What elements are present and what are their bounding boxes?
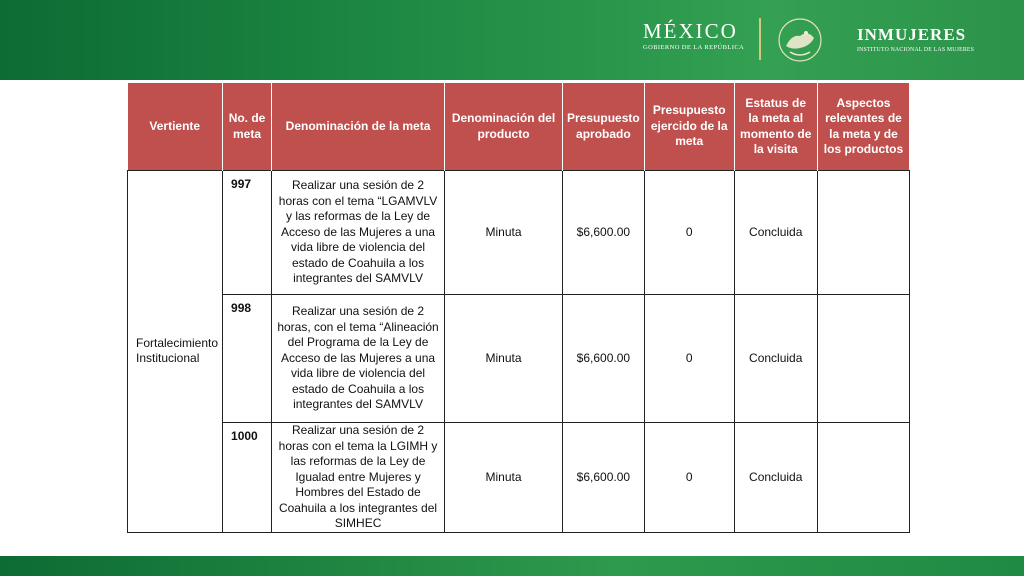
aspectos-cell xyxy=(817,295,909,423)
producto-cell: Minuta xyxy=(445,423,563,533)
meta-number: 1000 xyxy=(223,423,272,533)
table-row xyxy=(128,295,910,423)
bottom-banner xyxy=(0,556,1024,576)
inmujeres-logo xyxy=(857,26,974,53)
aprobado-cell: $6,600.00 xyxy=(563,423,645,533)
gov-subtitle: GOBIERNO DE LA REPÚBLICA xyxy=(643,44,745,51)
org-subtitle: INSTITUTO NACIONAL DE LAS MUJERES xyxy=(857,47,975,53)
meta-number: 997 xyxy=(223,171,272,295)
header-presupuesto-ejercido: Presupuesto ejercido de la meta xyxy=(644,83,734,171)
header-denominacion-meta: Denominación de la meta xyxy=(272,83,445,171)
ejercido-cell: 0 xyxy=(644,423,734,533)
gov-title: MÉXICO xyxy=(643,19,738,43)
table-row xyxy=(128,423,910,533)
aprobado-cell: $6,600.00 xyxy=(563,171,645,295)
aspectos-cell xyxy=(817,423,909,533)
ejercido-cell: 0 xyxy=(644,295,734,423)
vertiente-cell: Fortalecimiento Institucional xyxy=(128,171,223,533)
gobierno-logo xyxy=(643,20,744,51)
header-denominacion-producto: Denominación del producto xyxy=(445,83,563,171)
aprobado-cell: $6,600.00 xyxy=(563,295,645,423)
estatus-cell: Concluida xyxy=(734,295,817,423)
ejercido-cell: 0 xyxy=(644,171,734,295)
aspectos-cell xyxy=(817,171,909,295)
header-presupuesto-aprobado: Presupuesto aprobado xyxy=(563,83,645,171)
banner-divider xyxy=(759,18,761,60)
table-header-row xyxy=(128,83,910,171)
meta-description: Realizar una sesión de 2 horas, con el tema “Alineación del Programa de la Ley de Acceso de las Mujeres a una vida libre de violencia del estado de Coahuila a los integrantes del SAMVLV xyxy=(272,295,445,423)
org-title: INMUJERES xyxy=(857,25,967,44)
table-row xyxy=(128,171,910,295)
header-estatus: Estatus de la meta al momento de la visita xyxy=(734,83,817,171)
meta-number: 998 xyxy=(223,295,272,423)
metas-table xyxy=(127,83,910,533)
producto-cell: Minuta xyxy=(445,295,563,423)
header-no-meta: No. de meta xyxy=(223,83,272,171)
meta-description: Realizar una sesión de 2 horas con el tema la LGIMH y las reformas de la Ley de Igualad entre Mujeres y Hombres del Estado de Coahuila a los integrantes del SIMHEC xyxy=(272,423,445,533)
national-seal-icon xyxy=(768,16,832,64)
header-aspectos: Aspectos relevantes de la meta y de los productos xyxy=(817,83,909,171)
top-banner xyxy=(0,0,1024,80)
estatus-cell: Concluida xyxy=(734,171,817,295)
header-vertiente: Vertiente xyxy=(128,83,223,171)
meta-description: Realizar una sesión de 2 horas con el tema “LGAMVLV y las reformas de la Ley de Acceso de las Mujeres a una vida libre de violencia del estado de Coahuila a los integrantes del SAMVLV xyxy=(272,171,445,295)
producto-cell: Minuta xyxy=(445,171,563,295)
estatus-cell: Concluida xyxy=(734,423,817,533)
